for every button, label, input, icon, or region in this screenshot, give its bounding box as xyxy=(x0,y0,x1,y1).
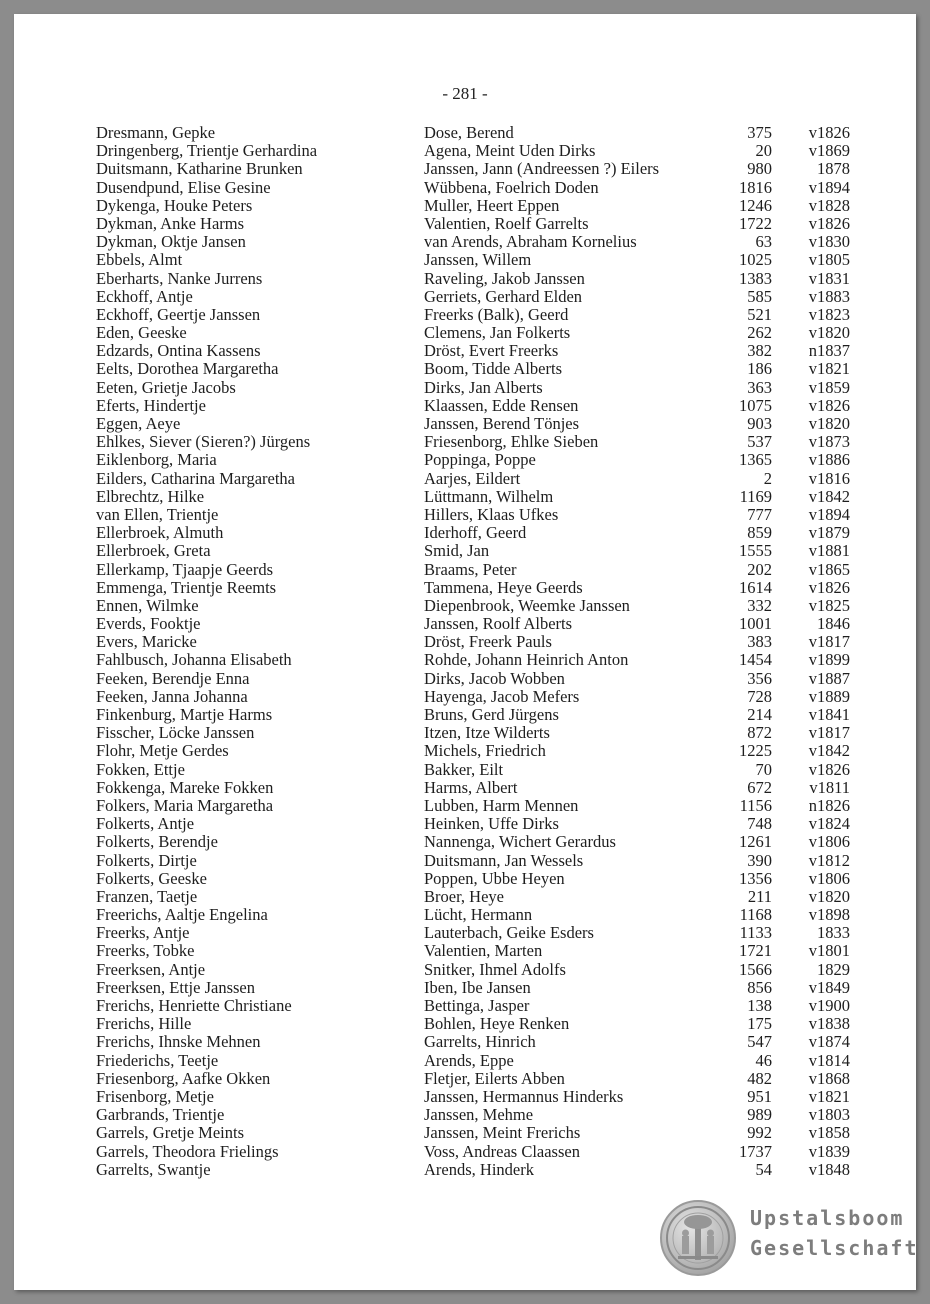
husband-name: Janssen, Meint Frerichs xyxy=(424,1123,581,1143)
husband-name: Dirks, Jan Alberts xyxy=(424,377,543,397)
marriage-year: v1848 xyxy=(808,1159,850,1179)
entry-number: 1566 xyxy=(739,959,772,979)
entry-number: 70 xyxy=(755,759,772,779)
entry-number: 547 xyxy=(747,1032,772,1052)
entry-number: 1075 xyxy=(739,395,772,415)
marriage-year: v1874 xyxy=(808,1032,850,1052)
wife-name: Garbrands, Trientje xyxy=(96,1105,225,1125)
marriage-year: n1826 xyxy=(808,795,850,815)
table-row xyxy=(14,451,916,469)
entry-number: 382 xyxy=(747,341,772,361)
marriage-year: 1829 xyxy=(817,959,850,979)
table-row xyxy=(14,651,916,669)
entry-number: 1169 xyxy=(739,486,772,506)
husband-name: Lauterbach, Geike Esders xyxy=(424,923,594,943)
entry-number: 980 xyxy=(747,159,772,179)
table-row xyxy=(14,542,916,560)
husband-name: Agena, Meint Uden Dirks xyxy=(424,141,596,161)
table-row xyxy=(14,288,916,306)
table-row xyxy=(14,179,916,197)
table-row xyxy=(14,324,916,342)
marriage-year: v1842 xyxy=(808,741,850,761)
husband-name: Hayenga, Jacob Mefers xyxy=(424,686,580,706)
entry-number: 856 xyxy=(747,977,772,997)
marriage-year: v1858 xyxy=(808,1123,850,1143)
entry-number: 728 xyxy=(747,686,772,706)
wife-name: Eilders, Catharina Margaretha xyxy=(96,468,295,488)
marriage-year: v1821 xyxy=(808,359,850,379)
husband-name: Friesenborg, Ehlke Sieben xyxy=(424,432,599,452)
entry-number: 20 xyxy=(755,141,772,161)
table-row xyxy=(14,1143,916,1161)
entry-number: 1383 xyxy=(739,268,772,288)
husband-name: Harms, Albert xyxy=(424,777,518,797)
entry-number: 989 xyxy=(747,1105,772,1125)
husband-name: Itzen, Itze Wilderts xyxy=(424,723,550,743)
table-row xyxy=(14,124,916,142)
marriage-year: v1816 xyxy=(808,468,850,488)
entry-number: 363 xyxy=(747,377,772,397)
wife-name: Eberharts, Nanke Jurrens xyxy=(96,268,263,288)
wife-name: Eckhoff, Antje xyxy=(96,286,193,306)
marriage-year: v1823 xyxy=(808,304,850,324)
wife-name: Eden, Geeske xyxy=(96,323,187,343)
husband-name: Muller, Heert Eppen xyxy=(424,195,560,215)
marriage-year: v1824 xyxy=(808,814,850,834)
wife-name: Fahlbusch, Johanna Elisabeth xyxy=(96,650,292,670)
entry-number: 1722 xyxy=(739,213,772,233)
husband-name: Valentien, Roelf Garrelts xyxy=(424,213,589,233)
marriage-year: v1873 xyxy=(808,432,850,452)
entry-number: 951 xyxy=(747,1086,772,1106)
husband-name: Dirks, Jacob Wobben xyxy=(424,668,565,688)
entry-number: 54 xyxy=(755,1159,772,1179)
husband-name: Snitker, Ihmel Adolfs xyxy=(424,959,566,979)
table-row xyxy=(14,233,916,251)
wife-name: Fokkenga, Mareke Fokken xyxy=(96,777,274,797)
marriage-year: v1865 xyxy=(808,559,850,579)
wife-name: Ebbels, Almt xyxy=(96,250,183,270)
wife-name: Folkerts, Berendje xyxy=(96,832,218,852)
husband-name: Boom, Tidde Alberts xyxy=(424,359,562,379)
table-row xyxy=(14,160,916,178)
table-row xyxy=(14,251,916,269)
entry-number: 1001 xyxy=(739,614,772,634)
table-row xyxy=(14,197,916,215)
wife-name: Franzen, Taetje xyxy=(96,886,198,906)
wife-name: Frisenborg, Metje xyxy=(96,1086,214,1106)
table-row xyxy=(14,379,916,397)
marriage-year: v1811 xyxy=(809,777,850,797)
entry-number: 262 xyxy=(747,323,772,343)
marriage-year: v1826 xyxy=(808,577,850,597)
table-row xyxy=(14,779,916,797)
husband-name: Heinken, Uffe Dirks xyxy=(424,814,559,834)
entry-number: 903 xyxy=(747,414,772,433)
marriage-year: v1826 xyxy=(808,759,850,779)
wife-name: Frerichs, Ihnske Mehnen xyxy=(96,1032,261,1052)
husband-name: Bohlen, Heye Renken xyxy=(424,1014,570,1034)
table-row xyxy=(14,888,916,906)
wife-name: Flohr, Metje Gerdes xyxy=(96,741,229,761)
husband-name: Bettinga, Jasper xyxy=(424,996,530,1015)
table-row xyxy=(14,1106,916,1124)
marriage-year: v1830 xyxy=(808,232,850,252)
husband-name: Voss, Andreas Claassen xyxy=(424,1141,580,1161)
wife-name: Ellerkamp, Tjaapje Geerds xyxy=(96,559,273,579)
husband-name: Lüttmann, Wilhelm xyxy=(424,486,554,506)
entry-number: 175 xyxy=(747,1014,772,1034)
table-row xyxy=(14,615,916,633)
husband-name: Michels, Friedrich xyxy=(424,741,546,761)
marriage-year: v1868 xyxy=(808,1068,850,1088)
marriage-year: v1828 xyxy=(808,195,850,215)
marriage-year: v1803 xyxy=(808,1105,850,1125)
marriage-year: v1821 xyxy=(808,1086,850,1106)
entry-number: 1555 xyxy=(739,541,772,561)
husband-name: Clemens, Jan Folkerts xyxy=(424,323,571,343)
table-row xyxy=(14,306,916,324)
entry-number: 356 xyxy=(747,668,772,688)
marriage-year: v1806 xyxy=(808,868,850,888)
entry-number: 482 xyxy=(747,1068,772,1088)
marriage-year: v1839 xyxy=(808,1141,850,1161)
marriage-year: v1820 xyxy=(808,886,850,906)
husband-name: Garrelts, Hinrich xyxy=(424,1032,536,1052)
table-row xyxy=(14,1070,916,1088)
husband-name: Lücht, Hermann xyxy=(424,905,533,925)
marriage-year: v1889 xyxy=(808,686,850,706)
entry-number: 1261 xyxy=(739,832,772,852)
table-row xyxy=(14,852,916,870)
entry-number: 748 xyxy=(747,814,772,834)
wife-name: Eggen, Aeye xyxy=(96,414,181,433)
wife-name: Evers, Maricke xyxy=(96,632,197,652)
entry-number: 214 xyxy=(747,705,772,724)
wife-name: Freerks, Tobke xyxy=(96,941,195,961)
wife-name: Eckhoff, Geertje Janssen xyxy=(96,304,261,324)
marriage-index-list xyxy=(14,124,916,1179)
wife-name: Ellerbroek, Almuth xyxy=(96,523,224,543)
wife-name: Fisscher, Löcke Janssen xyxy=(96,723,255,743)
husband-name: Raveling, Jakob Janssen xyxy=(424,268,585,288)
table-row xyxy=(14,979,916,997)
table-row xyxy=(14,270,916,288)
table-row xyxy=(14,1088,916,1106)
wife-name: Garrelts, Swantje xyxy=(96,1159,211,1179)
entry-number: 390 xyxy=(747,850,772,870)
husband-name: Gerriets, Gerhard Elden xyxy=(424,286,583,306)
table-row xyxy=(14,815,916,833)
table-row xyxy=(14,470,916,488)
marriage-year: v1869 xyxy=(808,141,850,161)
husband-name: Dröst, Freerk Pauls xyxy=(424,632,552,652)
husband-name: Wübbena, Foelrich Doden xyxy=(424,177,599,197)
wife-name: Eiklenborg, Maria xyxy=(96,450,217,470)
marriage-year: v1849 xyxy=(808,977,850,997)
table-row xyxy=(14,579,916,597)
husband-name: Arends, Eppe xyxy=(424,1050,514,1070)
table-row xyxy=(14,706,916,724)
table-row xyxy=(14,688,916,706)
table-row xyxy=(14,724,916,742)
wife-name: Finkenburg, Martje Harms xyxy=(96,705,273,724)
wife-name: Ennen, Wilmke xyxy=(96,595,199,615)
table-row xyxy=(14,1033,916,1051)
husband-name: Smid, Jan xyxy=(424,541,490,561)
marriage-year: v1820 xyxy=(808,323,850,343)
marriage-year: v1899 xyxy=(808,650,850,670)
marriage-year: v1820 xyxy=(808,414,850,433)
marriage-year: v1898 xyxy=(808,905,850,925)
husband-name: Klaassen, Edde Rensen xyxy=(424,395,579,415)
husband-name: Bakker, Eilt xyxy=(424,759,504,779)
entry-number: 46 xyxy=(755,1050,772,1070)
entry-number: 202 xyxy=(747,559,772,579)
entry-number: 1025 xyxy=(739,250,772,270)
wife-name: Ellerbroek, Greta xyxy=(96,541,211,561)
entry-number: 1816 xyxy=(739,177,772,197)
table-row xyxy=(14,142,916,160)
marriage-year: v1842 xyxy=(808,486,850,506)
husband-name: Janssen, Willem xyxy=(424,250,532,270)
wife-name: Folkerts, Geeske xyxy=(96,868,207,888)
wife-name: Dykman, Oktje Jansen xyxy=(96,232,246,252)
marriage-year: v1806 xyxy=(808,832,850,852)
table-row xyxy=(14,342,916,360)
entry-number: 1721 xyxy=(739,941,772,961)
wife-name: Eeten, Grietje Jacobs xyxy=(96,377,236,397)
wife-name: Folkerts, Antje xyxy=(96,814,195,834)
wife-name: Ehlkes, Siever (Sieren?) Jürgens xyxy=(96,432,311,452)
wife-name: Frerichs, Henriette Christiane xyxy=(96,996,292,1015)
husband-name: Rohde, Johann Heinrich Anton xyxy=(424,650,629,670)
table-row xyxy=(14,870,916,888)
wife-name: Freerks, Antje xyxy=(96,923,190,943)
husband-name: Poppen, Ubbe Heyen xyxy=(424,868,565,888)
wife-name: Freerksen, Antje xyxy=(96,959,206,979)
marriage-year: v1883 xyxy=(808,286,850,306)
wife-name: Frerichs, Hille xyxy=(96,1014,192,1034)
wife-name: Dusendpund, Elise Gesine xyxy=(96,177,271,197)
wife-name: Freerichs, Aaltje Engelina xyxy=(96,905,268,925)
marriage-year: 1833 xyxy=(817,923,850,943)
wife-name: Garrels, Gretje Meints xyxy=(96,1123,244,1143)
entry-number: 585 xyxy=(747,286,772,306)
husband-name: Bruns, Gerd Jürgens xyxy=(424,705,559,724)
table-row xyxy=(14,961,916,979)
husband-name: Dröst, Evert Freerks xyxy=(424,341,559,361)
wife-name: Feeken, Berendje Enna xyxy=(96,668,250,688)
entry-number: 859 xyxy=(747,523,772,543)
table-row xyxy=(14,924,916,942)
marriage-year: v1838 xyxy=(808,1014,850,1034)
husband-name: Hillers, Klaas Ufkes xyxy=(424,504,559,524)
table-row xyxy=(14,1161,916,1179)
table-row xyxy=(14,561,916,579)
marriage-year: v1894 xyxy=(808,504,850,524)
wife-name: Garrels, Theodora Frielings xyxy=(96,1141,279,1161)
marriage-year: v1831 xyxy=(808,268,850,288)
entry-number: 1225 xyxy=(739,741,772,761)
entry-number: 1365 xyxy=(739,450,772,470)
wife-name: Freerksen, Ettje Janssen xyxy=(96,977,255,997)
marriage-year: v1826 xyxy=(808,123,850,142)
husband-name: Tammena, Heye Geerds xyxy=(424,577,583,597)
husband-name: Iben, Ibe Jansen xyxy=(424,977,531,997)
entry-number: 1156 xyxy=(739,795,772,815)
husband-name: Diepenbrook, Weemke Janssen xyxy=(424,595,630,615)
table-row xyxy=(14,1052,916,1070)
marriage-year: v1814 xyxy=(808,1050,850,1070)
entry-number: 375 xyxy=(747,123,772,142)
entry-number: 2 xyxy=(763,468,772,488)
marriage-year: v1841 xyxy=(808,705,850,724)
table-row xyxy=(14,397,916,415)
table-row xyxy=(14,1124,916,1142)
table-row xyxy=(14,742,916,760)
wife-name: Eferts, Hindertje xyxy=(96,395,206,415)
husband-name: Janssen, Hermannus Hinderks xyxy=(424,1086,624,1106)
entry-number: 777 xyxy=(747,504,772,524)
table-row xyxy=(14,215,916,233)
wife-name: Friederichs, Teetje xyxy=(96,1050,219,1070)
table-row xyxy=(14,906,916,924)
table-row xyxy=(14,833,916,851)
table-row xyxy=(14,524,916,542)
table-row xyxy=(14,488,916,506)
marriage-year: v1805 xyxy=(808,250,850,270)
table-row xyxy=(14,761,916,779)
marriage-year: n1837 xyxy=(808,341,850,361)
husband-name: Nannenga, Wichert Gerardus xyxy=(424,832,616,852)
marriage-year: v1879 xyxy=(808,523,850,543)
husband-name: Fletjer, Eilerts Abben xyxy=(424,1068,565,1088)
marriage-year: v1826 xyxy=(808,213,850,233)
wife-name: Eelts, Dorothea Margaretha xyxy=(96,359,279,379)
table-row xyxy=(14,415,916,433)
marriage-year: v1886 xyxy=(808,450,850,470)
wife-name: Feeken, Janna Johanna xyxy=(96,686,248,706)
marriage-year: 1878 xyxy=(817,159,850,179)
logo-line-1: Upstalsboom xyxy=(750,1206,905,1230)
logo-line-2: Gesellschaft xyxy=(750,1236,919,1260)
seal-icon xyxy=(660,1200,736,1276)
wife-name: Dresmann, Gepke xyxy=(96,123,216,142)
husband-name: Duitsmann, Jan Wessels xyxy=(424,850,584,870)
husband-name: Dose, Berend xyxy=(424,123,514,142)
husband-name: Janssen, Berend Tönjes xyxy=(424,414,580,433)
wife-name: van Ellen, Trientje xyxy=(96,504,219,524)
marriage-year: v1900 xyxy=(808,996,850,1015)
entry-number: 63 xyxy=(755,232,772,252)
wife-name: Folkerts, Dirtje xyxy=(96,850,197,870)
page-number: - 281 - xyxy=(442,84,488,103)
wife-name: Duitsmann, Katharine Brunken xyxy=(96,159,303,179)
husband-name: van Arends, Abraham Kornelius xyxy=(424,232,637,252)
entry-number: 872 xyxy=(747,723,772,743)
entry-number: 1168 xyxy=(739,905,772,925)
marriage-year: v1812 xyxy=(808,850,850,870)
marriage-year: v1817 xyxy=(808,723,850,743)
table-row xyxy=(14,597,916,615)
husband-name: Aarjes, Eildert xyxy=(424,468,521,488)
table-row xyxy=(14,506,916,524)
marriage-year: v1825 xyxy=(808,595,850,615)
entry-number: 537 xyxy=(747,432,772,452)
entry-number: 186 xyxy=(747,359,772,379)
husband-name: Iderhoff, Geerd xyxy=(424,523,527,543)
marriage-year: v1887 xyxy=(808,668,850,688)
table-row xyxy=(14,797,916,815)
wife-name: Dykman, Anke Harms xyxy=(96,213,245,233)
marriage-year: 1846 xyxy=(817,614,850,634)
husband-name: Janssen, Roolf Alberts xyxy=(424,614,573,634)
entry-number: 672 xyxy=(747,777,772,797)
marriage-year: v1826 xyxy=(808,395,850,415)
entry-number: 211 xyxy=(747,886,772,906)
husband-name: Braams, Peter xyxy=(424,559,517,579)
table-row xyxy=(14,633,916,651)
wife-name: Emmenga, Trientje Reemts xyxy=(96,577,277,597)
entry-number: 1614 xyxy=(739,577,772,597)
entry-number: 1356 xyxy=(739,868,772,888)
wife-name: Everds, Fooktje xyxy=(96,614,201,634)
husband-name: Janssen, Jann (Andreessen ?) Eilers xyxy=(424,159,660,179)
entry-number: 1246 xyxy=(739,195,772,215)
entry-number: 138 xyxy=(747,996,772,1015)
entry-number: 1454 xyxy=(739,650,772,670)
wife-name: Dringenberg, Trientje Gerhardina xyxy=(96,141,318,161)
husband-name: Freerks (Balk), Geerd xyxy=(424,304,569,324)
table-row xyxy=(14,670,916,688)
entry-number: 521 xyxy=(747,304,772,324)
husband-name: Broer, Heye xyxy=(424,886,504,906)
society-logo xyxy=(660,1200,919,1276)
document-page xyxy=(14,14,919,1290)
marriage-year: v1881 xyxy=(808,541,850,561)
marriage-year: v1894 xyxy=(808,177,850,197)
entry-number: 992 xyxy=(747,1123,772,1143)
wife-name: Elbrechtz, Hilke xyxy=(96,486,205,506)
wife-name: Friesenborg, Aafke Okken xyxy=(96,1068,271,1088)
marriage-year: v1801 xyxy=(808,941,850,961)
husband-name: Janssen, Mehme xyxy=(424,1105,534,1125)
wife-name: Edzards, Ontina Kassens xyxy=(96,341,261,361)
entry-number: 332 xyxy=(747,595,772,615)
husband-name: Arends, Hinderk xyxy=(424,1159,534,1179)
entry-number: 1737 xyxy=(739,1141,772,1161)
husband-name: Valentien, Marten xyxy=(424,941,543,961)
husband-name: Lubben, Harm Mennen xyxy=(424,795,579,815)
entry-number: 1133 xyxy=(739,923,772,943)
husband-name: Poppinga, Poppe xyxy=(424,450,536,470)
marriage-year: v1859 xyxy=(808,377,850,397)
table-row xyxy=(14,942,916,960)
table-row xyxy=(14,997,916,1015)
table-row xyxy=(14,433,916,451)
wife-name: Folkers, Maria Margaretha xyxy=(96,795,274,815)
table-row xyxy=(14,1015,916,1033)
table-row xyxy=(14,360,916,378)
wife-name: Dykenga, Houke Peters xyxy=(96,195,253,215)
wife-name: Fokken, Ettje xyxy=(96,759,185,779)
entry-number: 383 xyxy=(747,632,772,652)
marriage-year: v1817 xyxy=(808,632,850,652)
